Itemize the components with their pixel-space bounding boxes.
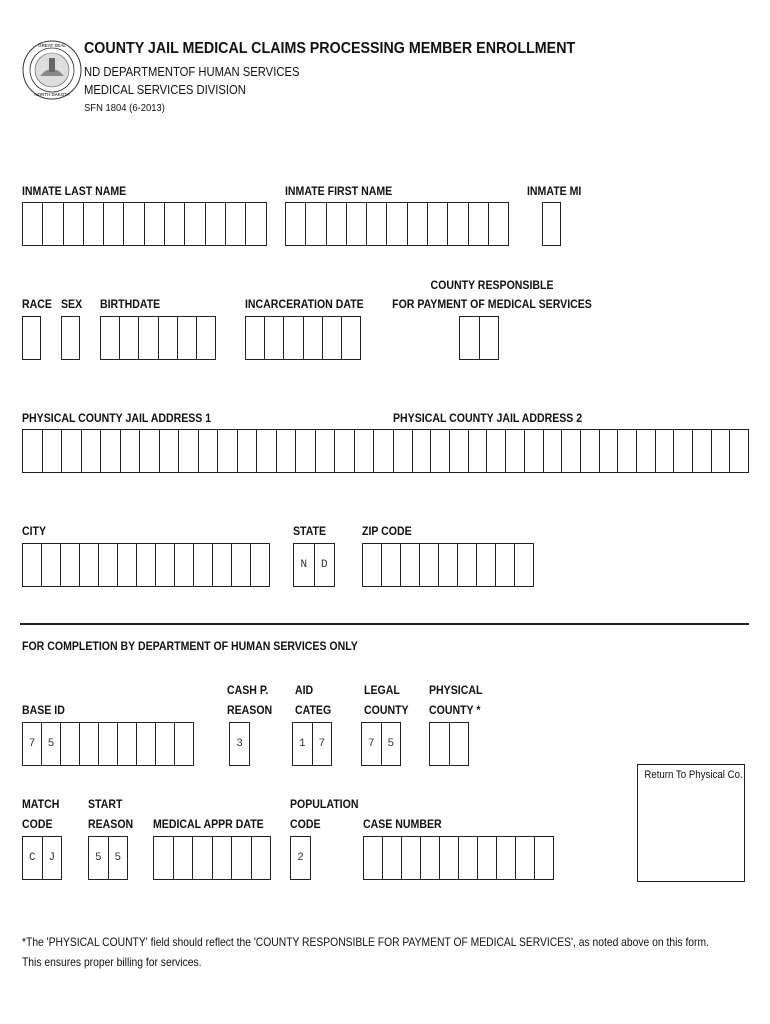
char-box[interactable] <box>257 429 277 473</box>
population-code-box[interactable] <box>290 836 311 880</box>
char-box[interactable] <box>156 722 175 766</box>
base-id-boxes[interactable] <box>22 722 194 766</box>
char-box[interactable] <box>61 543 80 587</box>
char-box[interactable]: 5 <box>109 836 129 880</box>
zip-code-label: ZIP CODE <box>362 524 412 538</box>
char-box[interactable] <box>118 543 137 587</box>
char-box[interactable] <box>175 543 194 587</box>
char-box[interactable] <box>306 202 326 246</box>
char-box[interactable] <box>61 722 80 766</box>
aid-categ-label-line1: AID <box>295 683 314 697</box>
char-box[interactable] <box>408 202 428 246</box>
inmate-last-name-boxes[interactable] <box>22 202 267 246</box>
char-box[interactable] <box>469 429 488 473</box>
physical-county-label-line2: COUNTY * <box>429 703 481 717</box>
char-box[interactable] <box>460 316 480 360</box>
char-box[interactable]: 5 <box>382 722 402 766</box>
char-box[interactable] <box>99 543 118 587</box>
char-box[interactable] <box>193 836 213 880</box>
race-label: RACE <box>22 297 52 311</box>
char-box[interactable] <box>199 429 219 473</box>
char-box[interactable]: 3 <box>230 722 250 766</box>
return-to-physical-county-label: Return To Physical Co. <box>644 769 743 781</box>
case-number-boxes[interactable] <box>363 836 554 880</box>
char-box[interactable] <box>251 543 270 587</box>
return-to-physical-county-box[interactable] <box>637 764 745 882</box>
county-responsible-label-line2: FOR PAYMENT OF MEDICAL SERVICES <box>392 297 592 311</box>
char-box[interactable] <box>401 543 420 587</box>
char-box[interactable] <box>562 429 581 473</box>
section-divider <box>20 623 749 625</box>
start-reason-boxes[interactable] <box>88 836 128 880</box>
char-box[interactable] <box>64 202 84 246</box>
address1-label: PHYSICAL COUNTY JAIL ADDRESS 1 <box>22 411 212 425</box>
char-box[interactable] <box>137 543 156 587</box>
sex-label: SEX <box>61 297 83 311</box>
char-box[interactable] <box>535 836 554 880</box>
legal-county-label-line2: COUNTY <box>364 703 409 717</box>
char-box[interactable]: N <box>294 543 315 587</box>
char-box[interactable] <box>637 429 656 473</box>
char-box[interactable] <box>104 202 124 246</box>
cash-reason-label-line2: REASON <box>227 703 273 717</box>
char-box[interactable] <box>383 836 402 880</box>
char-box[interactable] <box>174 836 194 880</box>
char-box[interactable] <box>43 429 63 473</box>
char-box[interactable] <box>478 836 497 880</box>
state-label: STATE <box>293 524 327 538</box>
race-box[interactable] <box>22 316 41 360</box>
char-box[interactable] <box>159 316 178 360</box>
state-seal-logo <box>22 40 82 100</box>
char-box[interactable] <box>374 429 394 473</box>
char-box[interactable] <box>477 543 496 587</box>
char-box[interactable] <box>600 429 619 473</box>
char-box[interactable] <box>674 429 693 473</box>
char-box[interactable] <box>335 429 355 473</box>
char-box[interactable]: J <box>43 836 63 880</box>
char-box[interactable] <box>450 429 469 473</box>
char-box[interactable]: C <box>23 836 43 880</box>
char-box[interactable] <box>618 429 637 473</box>
char-box[interactable] <box>178 316 197 360</box>
char-box[interactable] <box>420 543 439 587</box>
char-box[interactable] <box>394 429 413 473</box>
state-boxes[interactable] <box>293 543 335 587</box>
char-box[interactable] <box>226 202 246 246</box>
char-box[interactable] <box>99 722 118 766</box>
char-box[interactable] <box>515 543 534 587</box>
char-box[interactable] <box>43 202 63 246</box>
char-box[interactable] <box>42 543 61 587</box>
char-box[interactable] <box>382 543 401 587</box>
char-box[interactable] <box>413 429 432 473</box>
char-box[interactable] <box>421 836 440 880</box>
physical-county-boxes[interactable] <box>429 722 469 766</box>
char-box[interactable] <box>185 202 205 246</box>
char-box[interactable] <box>246 202 266 246</box>
char-box[interactable] <box>252 836 272 880</box>
city-boxes[interactable] <box>22 543 270 587</box>
char-box[interactable] <box>581 429 600 473</box>
char-box[interactable] <box>304 316 323 360</box>
char-box[interactable] <box>120 316 139 360</box>
sex-box[interactable] <box>61 316 80 360</box>
char-box[interactable] <box>213 543 232 587</box>
legal-county-boxes[interactable] <box>361 722 401 766</box>
char-box[interactable] <box>327 202 347 246</box>
city-label: CITY <box>22 524 47 538</box>
char-box[interactable] <box>458 543 477 587</box>
char-box[interactable] <box>448 202 468 246</box>
cash-reason-label-line1: CASH P. <box>227 683 269 697</box>
char-box[interactable]: 5 <box>89 836 109 880</box>
char-box[interactable] <box>145 202 165 246</box>
char-box[interactable] <box>118 722 137 766</box>
char-box[interactable] <box>232 543 251 587</box>
char-box[interactable]: 5 <box>42 722 61 766</box>
char-box[interactable] <box>101 316 120 360</box>
inmate-mi-box[interactable] <box>542 202 561 246</box>
char-box[interactable] <box>238 429 258 473</box>
char-box[interactable] <box>544 429 563 473</box>
footnote-line2: This ensures proper billing for services. <box>22 955 202 969</box>
char-box[interactable] <box>367 202 387 246</box>
char-box[interactable] <box>543 202 561 246</box>
char-box[interactable] <box>428 202 448 246</box>
char-box[interactable] <box>497 836 516 880</box>
char-box[interactable] <box>62 429 82 473</box>
char-box[interactable] <box>80 543 99 587</box>
char-box[interactable] <box>137 722 156 766</box>
char-box[interactable] <box>516 836 535 880</box>
char-box[interactable] <box>23 543 42 587</box>
char-box[interactable]: D <box>315 543 336 587</box>
population-code-label-line1: POPULATION <box>290 797 359 811</box>
char-box[interactable] <box>712 429 731 473</box>
svg-text:NORTH DAKOTA: NORTH DAKOTA <box>34 92 70 97</box>
char-box[interactable] <box>84 202 104 246</box>
char-box[interactable] <box>206 202 226 246</box>
char-box[interactable] <box>440 836 459 880</box>
char-box[interactable] <box>430 722 450 766</box>
svg-text:GREAT SEAL: GREAT SEAL <box>38 43 66 48</box>
char-box[interactable] <box>277 429 297 473</box>
char-box[interactable] <box>175 722 194 766</box>
char-box[interactable] <box>489 202 509 246</box>
match-code-boxes[interactable] <box>22 836 62 880</box>
char-box[interactable] <box>246 316 265 360</box>
start-reason-label-line1: START <box>88 797 123 811</box>
char-box[interactable] <box>197 316 216 360</box>
char-box[interactable] <box>402 836 421 880</box>
char-box[interactable] <box>656 429 675 473</box>
char-box[interactable] <box>496 543 515 587</box>
char-box[interactable] <box>296 429 316 473</box>
char-box[interactable] <box>364 836 383 880</box>
address2-label: PHYSICAL COUNTY JAIL ADDRESS 2 <box>393 411 583 425</box>
cash-reason-box[interactable] <box>229 722 250 766</box>
char-box[interactable]: 7 <box>362 722 382 766</box>
inmate-last-name-label: INMATE LAST NAME <box>22 184 127 198</box>
dhs-section-heading: FOR COMPLETION BY DEPARTMENT OF HUMAN SERVICES ONLY <box>22 639 358 653</box>
char-box[interactable] <box>693 429 712 473</box>
char-box[interactable] <box>82 429 102 473</box>
aid-categ-boxes[interactable] <box>292 722 332 766</box>
char-box[interactable] <box>506 429 525 473</box>
char-box[interactable] <box>387 202 407 246</box>
char-box[interactable] <box>323 316 342 360</box>
char-box[interactable] <box>179 429 199 473</box>
zip-code-boxes[interactable] <box>362 543 534 587</box>
address2-boxes[interactable] <box>393 429 749 473</box>
birthdate-label: BIRTHDATE <box>100 297 161 311</box>
char-box[interactable] <box>121 429 141 473</box>
char-box[interactable] <box>450 722 470 766</box>
char-box[interactable]: 2 <box>291 836 311 880</box>
population-code-label-line2: CODE <box>290 817 321 831</box>
char-box[interactable] <box>165 202 185 246</box>
char-box[interactable]: 7 <box>313 722 333 766</box>
char-box[interactable] <box>284 316 303 360</box>
char-box[interactable] <box>316 429 336 473</box>
address1-boxes[interactable] <box>22 429 394 473</box>
char-box[interactable] <box>213 836 233 880</box>
medical-appr-date-boxes[interactable] <box>153 836 271 880</box>
match-code-label-line2: CODE <box>22 817 53 831</box>
char-box[interactable] <box>363 543 382 587</box>
aid-categ-label-line2: CATEG <box>295 703 332 717</box>
legal-county-label-line1: LEGAL <box>364 683 400 697</box>
char-box[interactable] <box>459 836 478 880</box>
char-box[interactable] <box>286 202 306 246</box>
char-box[interactable] <box>730 429 749 473</box>
char-box[interactable] <box>154 836 174 880</box>
char-box[interactable]: 7 <box>23 722 42 766</box>
department-name: ND DEPARTMENTOF HUMAN SERVICES <box>84 65 300 79</box>
char-box[interactable] <box>439 543 458 587</box>
char-box[interactable] <box>23 429 43 473</box>
base-id-label: BASE ID <box>22 703 65 717</box>
char-box[interactable] <box>480 316 500 360</box>
char-box[interactable] <box>156 543 175 587</box>
inmate-first-name-label: INMATE FIRST NAME <box>285 184 393 198</box>
footnote-line1: *The 'PHYSICAL COUNTY' field should reflect the 'COUNTY RESPONSIBLE FOR PAYMENT OF MEDICAL SERVICES', as noted above on this form. <box>22 935 709 949</box>
incarceration-date-boxes[interactable] <box>245 316 361 360</box>
inmate-first-name-boxes[interactable] <box>285 202 509 246</box>
char-box[interactable] <box>23 316 41 360</box>
county-responsible-label-line1: COUNTY RESPONSIBLE <box>430 278 554 292</box>
case-number-label: CASE NUMBER <box>363 817 442 831</box>
inmate-mi-label: INMATE MI <box>527 184 582 198</box>
char-box[interactable] <box>347 202 367 246</box>
medical-appr-date-label: MEDICAL APPR DATE <box>153 817 264 831</box>
char-box[interactable] <box>160 429 180 473</box>
form-number: SFN 1804 (6-2013) <box>84 102 165 114</box>
county-responsible-boxes[interactable] <box>459 316 499 360</box>
incarceration-date-label: INCARCERATION DATE <box>245 297 364 311</box>
char-box[interactable] <box>23 202 43 246</box>
char-box[interactable]: 1 <box>293 722 313 766</box>
char-box[interactable] <box>139 316 158 360</box>
char-box[interactable] <box>525 429 544 473</box>
char-box[interactable] <box>124 202 144 246</box>
start-reason-label-line2: REASON <box>88 817 134 831</box>
char-box[interactable] <box>194 543 213 587</box>
char-box[interactable] <box>487 429 506 473</box>
char-box[interactable] <box>355 429 375 473</box>
match-code-label-line1: MATCH <box>22 797 60 811</box>
char-box[interactable] <box>232 836 252 880</box>
char-box[interactable] <box>265 316 284 360</box>
division-name: MEDICAL SERVICES DIVISION <box>84 83 246 97</box>
char-box[interactable] <box>80 722 99 766</box>
char-box[interactable] <box>469 202 489 246</box>
char-box[interactable] <box>62 316 80 360</box>
form-title: COUNTY JAIL MEDICAL CLAIMS PROCESSING MEMBER ENROLLMENT <box>84 40 576 57</box>
physical-county-label-line1: PHYSICAL <box>429 683 483 697</box>
char-box[interactable] <box>101 429 121 473</box>
birthdate-boxes[interactable] <box>100 316 216 360</box>
char-box[interactable] <box>431 429 450 473</box>
char-box[interactable] <box>342 316 361 360</box>
char-box[interactable] <box>218 429 238 473</box>
char-box[interactable] <box>140 429 160 473</box>
